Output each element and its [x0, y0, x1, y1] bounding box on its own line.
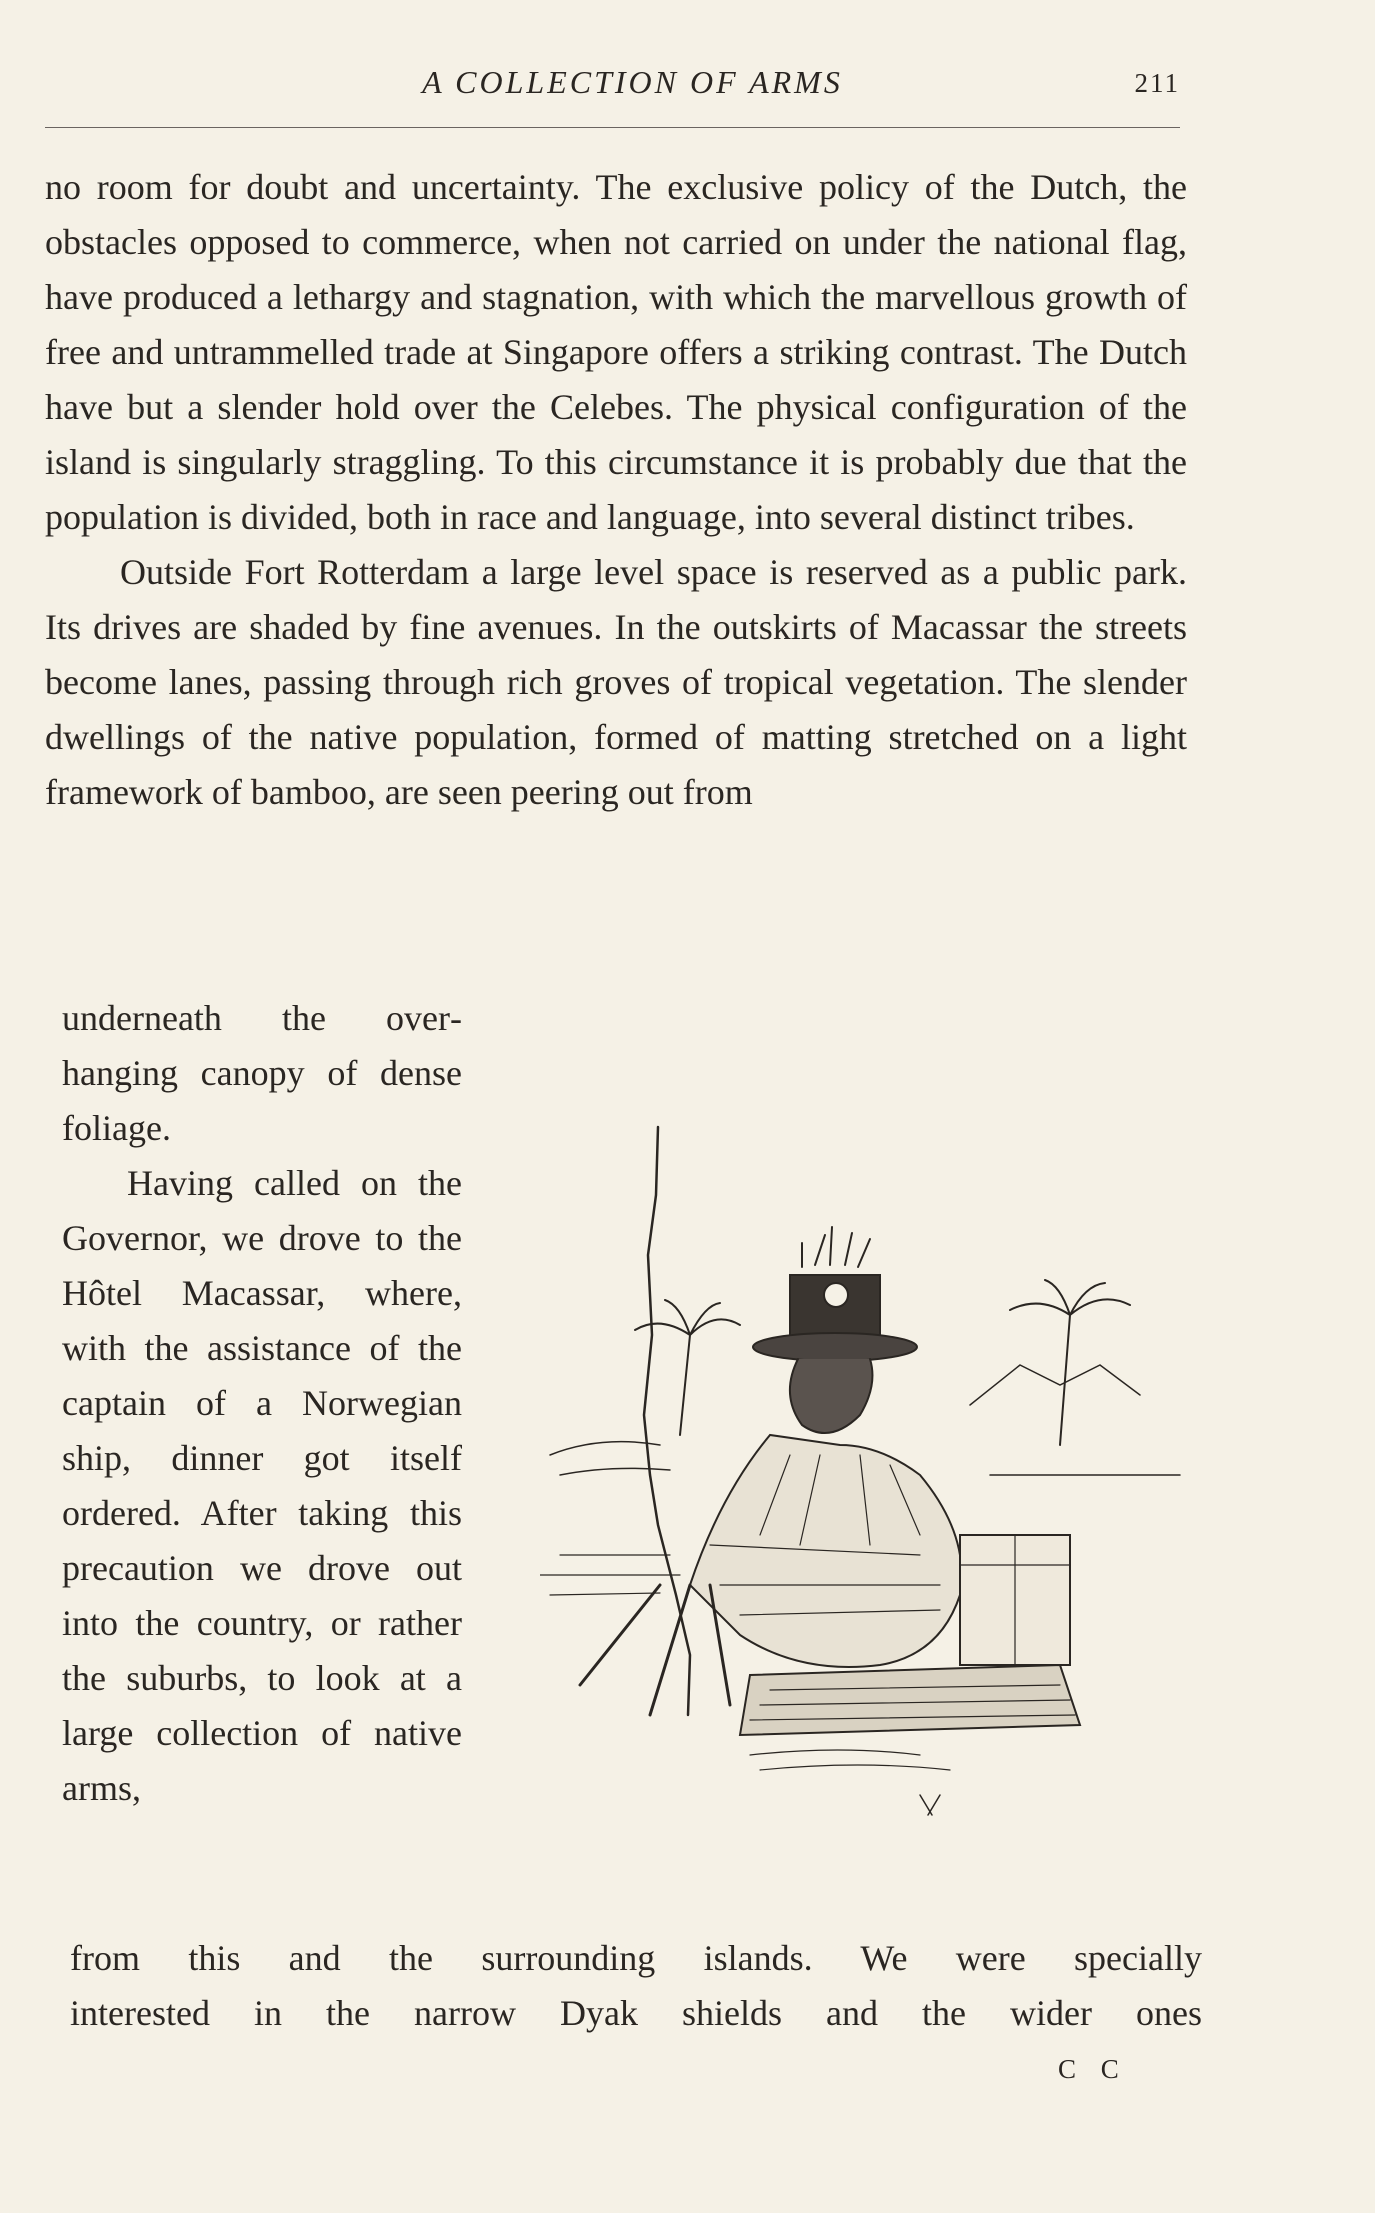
header-rule	[45, 127, 1180, 128]
running-title: A COLLECTION OF ARMS	[422, 64, 843, 100]
main-text	[45, 160, 1187, 820]
paragraph-continued: no room for doubt and uncertainty. The exclusive policy of the Dutch, the obstacles opposed to commerce, when not carried on under the national flag, have produced a lethargy and stagnation, with which the marvellous growth of free and untrammelled trade at Singapore offers a striking contrast. The Dutch have but a slender hold over the Celebes. The physical configuration of the island is singularly straggling. To this circumstance it is probably due that the population is divided, both in race and language, into several distinct tribes.	[45, 167, 1187, 537]
page-number: 211	[1134, 68, 1180, 98]
bottom-line-1: from this and the surrounding islands. We were specially	[70, 1938, 1202, 1978]
signature-mark: C C	[1058, 2054, 1128, 2084]
paragraph-foliage: underneath the overhanging canopy of dense foliage.	[62, 998, 462, 1148]
paragraph-governor: Having called on the Governor, we drove to the Hôtel Macassar, where, with the assistance of the captain of a Norwegian ship, dinner got itself ordered. After taking this precaution we drove out into the country, or rather the suburbs, to look at a large collection of native arms,	[62, 1163, 462, 1808]
bottom-line-2: interested in the narrow Dyak shields and the wider ones	[70, 1993, 1202, 2033]
narrow-text-column	[62, 991, 462, 1816]
paragraph-park: Outside Fort Rotterdam a large level space is reserved as a public park. Its drives are shaded by fine avenues. In the outskirts of Macassar the streets become lanes, passing through rich groves of tropical vegetation. The slender dwellings of the native population, formed of matting stretched on a light framework of bamboo, are seen peering out from	[45, 552, 1187, 812]
bottom-text	[70, 1931, 1202, 2041]
engraving-illustration	[540, 1115, 1200, 1835]
running-head	[45, 58, 1180, 108]
